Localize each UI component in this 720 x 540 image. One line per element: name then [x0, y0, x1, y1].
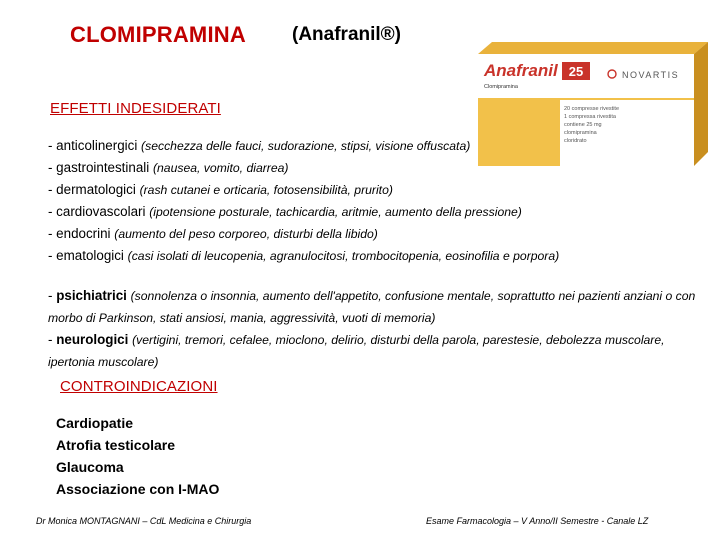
effect-term: - gastrointestinali	[48, 160, 150, 175]
list-item	[48, 201, 559, 223]
side-effects-heading: EFFETTI INDESIDERATI	[50, 100, 221, 117]
brand-title: (Anafranil®)	[292, 24, 401, 45]
package-side-line-1: 20 compresse rivestite	[564, 106, 620, 112]
drug-title: CLOMIPRAMINA	[70, 22, 246, 47]
psych-prefix: -	[48, 288, 57, 303]
package-company: NOVARTIS	[622, 70, 680, 80]
footer-course: Esame Farmacologia – V Anno/II Semestre - Canale LZ	[426, 516, 649, 526]
effect-term: - anticolinergici	[48, 138, 138, 153]
package-side-line-3: contiene 25 mg	[564, 122, 602, 128]
list-item	[48, 245, 559, 267]
neurological-effects	[48, 329, 708, 373]
list-item	[48, 157, 559, 179]
package-side-line-2: 1 compressa rivestita	[564, 114, 616, 120]
package-brand: Anafranil	[484, 61, 558, 80]
list-item	[48, 179, 559, 201]
effect-detail: (nausea, vomito, diarrea)	[152, 161, 289, 175]
psych-detail: (sonnolenza o insonnia, aumento dell'appetito, confusione mentale, soprattutto nei pazienti anziani o con morbo di Parkinson, stati ansiosi, mania, aggressività, vuoti di memoria)	[48, 289, 696, 325]
list-item	[48, 135, 559, 157]
effect-term: - endocrini	[48, 226, 111, 241]
effect-term: - dermatologici	[48, 182, 136, 197]
effect-detail: (casi isolati di leucopenia, agranulocitosi, trombocitopenia, eosinofilia e porpora)	[127, 249, 560, 263]
footer-author: Dr Monica MONTAGNANI – CdL Medicina e Chirurgia	[36, 516, 252, 526]
side-effects-list	[48, 135, 559, 267]
list-item: Glaucoma	[56, 459, 124, 475]
effect-term: - cardiovascolari	[48, 204, 146, 219]
list-item: Cardiopatie	[56, 415, 134, 431]
neuro-term: neurologici	[56, 332, 129, 347]
psych-term: psichiatrici	[56, 288, 127, 303]
neuro-prefix: -	[48, 332, 57, 347]
effect-detail: (ipotensione posturale, tachicardia, aritmie, aumento della pressione)	[149, 205, 522, 219]
list-item: Associazione con I-MAO	[56, 481, 220, 497]
psychiatric-effects	[48, 285, 708, 329]
neuro-detail: (vertigini, tremori, cefalee, mioclono, delirio, disturbi della parola, parestesie, debolezza muscolare, ipertonia muscolare)	[48, 333, 665, 369]
package-side-line-4: clomipramina	[564, 130, 597, 136]
contraindications-list	[56, 412, 219, 500]
contraindications-heading: CONTROINDICAZIONI	[60, 378, 218, 395]
effect-detail: (rash cutanei e orticaria, fotosensibilità, prurito)	[139, 183, 393, 197]
psych-neuro-effects	[48, 285, 708, 373]
package-generic: Clomipramina	[484, 84, 518, 90]
effect-detail: (secchezza delle fauci, sudorazione, stipsi, visione offuscata)	[141, 139, 471, 153]
package-dose: 25	[568, 64, 584, 79]
package-side-line-5: cloridrato	[564, 138, 587, 144]
list-item	[48, 223, 559, 245]
effect-detail: (aumento del peso corporeo, disturbi della libido)	[114, 227, 378, 241]
effect-term: - ematologici	[48, 248, 124, 263]
list-item: Atrofia testicolare	[56, 437, 176, 453]
